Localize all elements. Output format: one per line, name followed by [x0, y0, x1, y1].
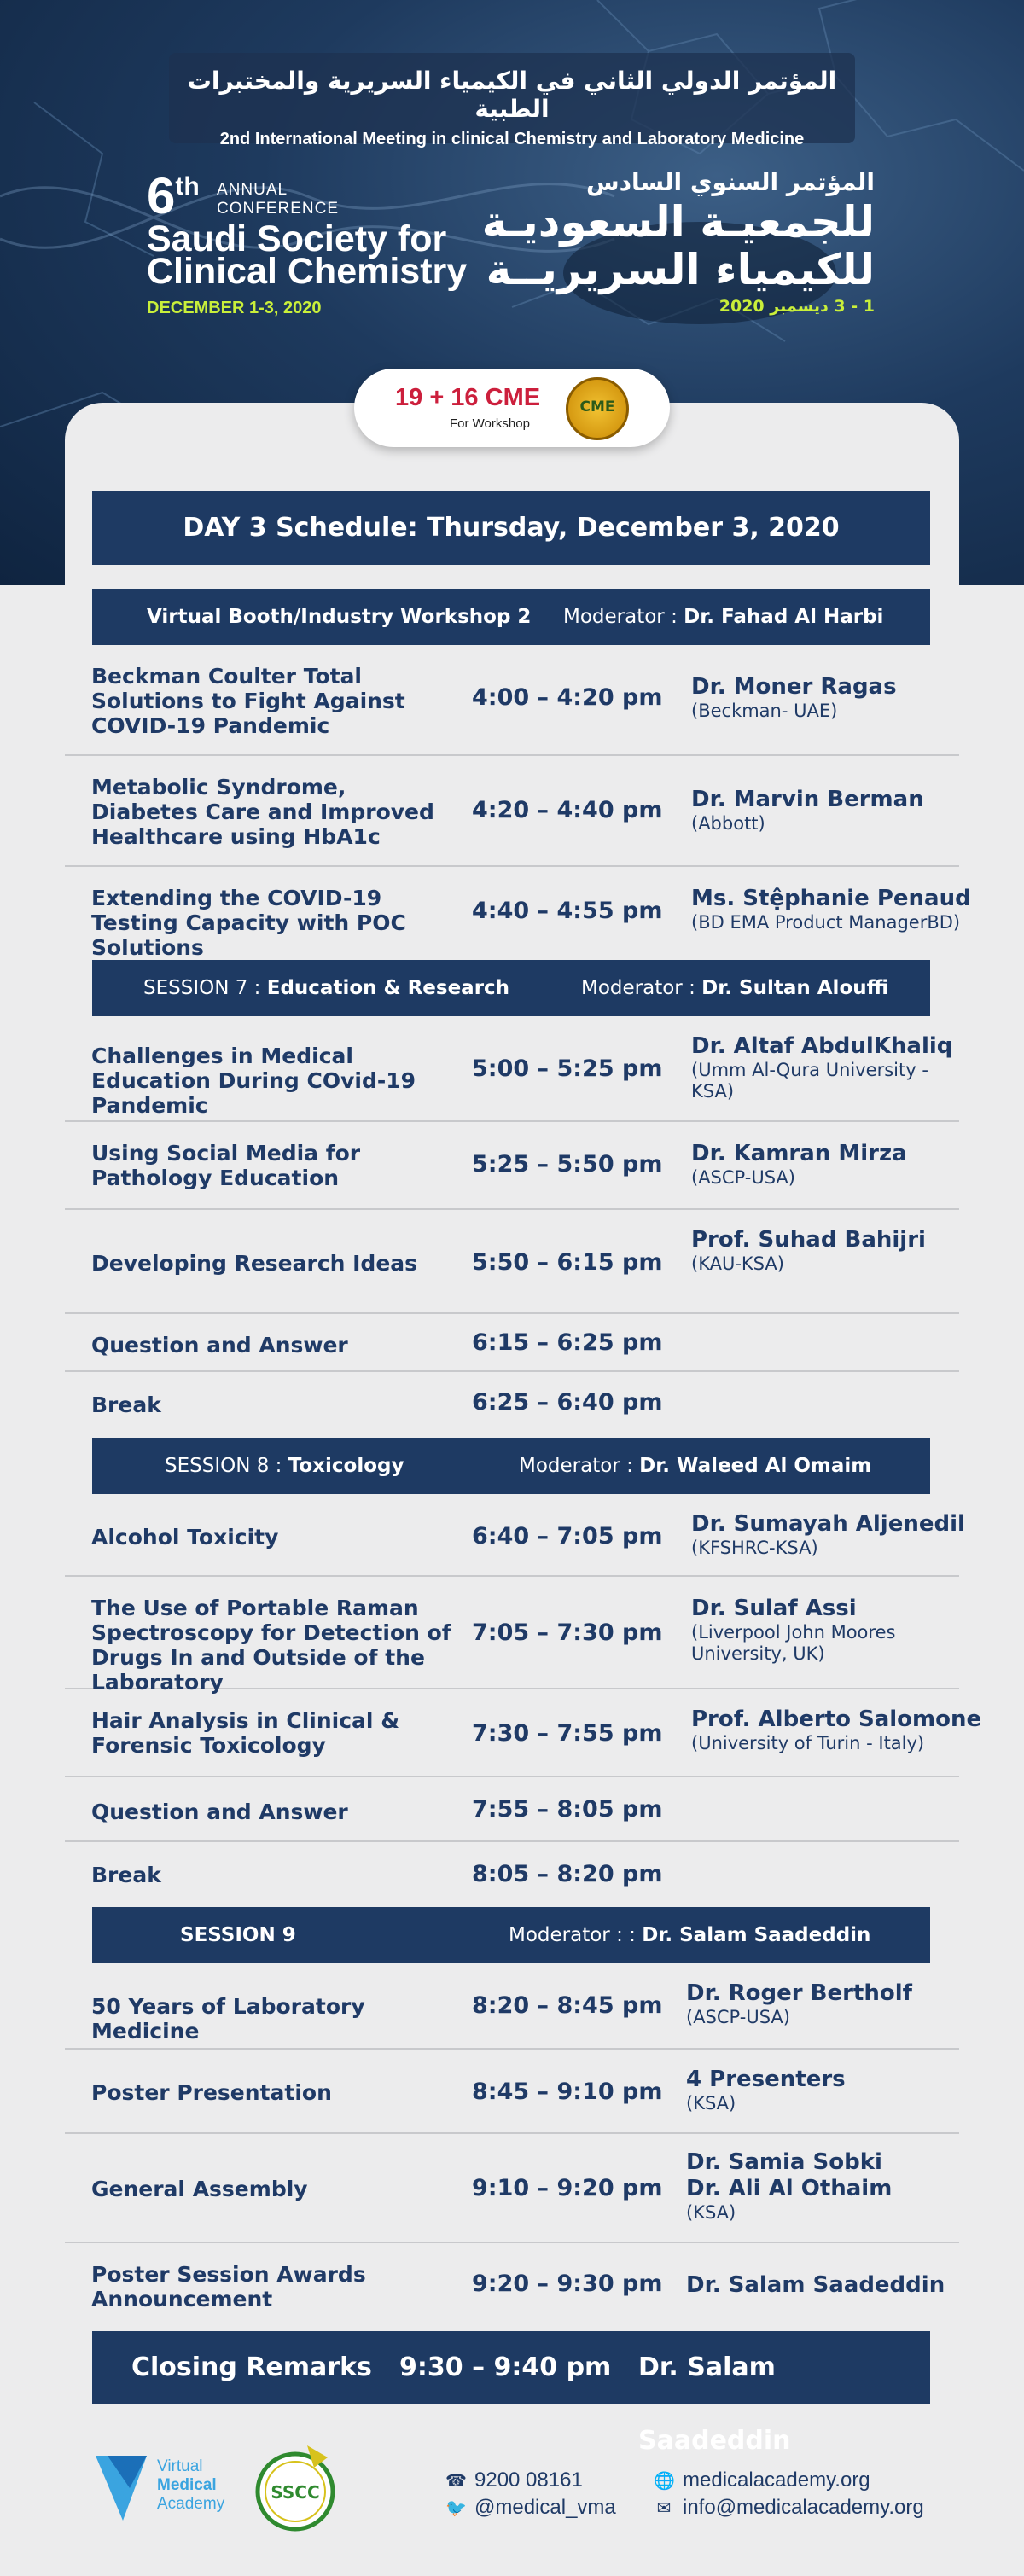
arabic-line1: المؤتمر السنوي السادس [585, 168, 875, 196]
schedule-row [65, 2050, 959, 2134]
society-name-line2: Clinical Chemistry [147, 251, 468, 292]
speaker [691, 1141, 964, 1189]
talk-time: 5:25 – 5:50 pm [472, 1151, 663, 1178]
moderator [519, 1438, 871, 1494]
closing-remarks-bar [92, 2331, 930, 2456]
talk-time: 7:05 – 7:30 pm [472, 1619, 663, 1646]
cme-pill [354, 369, 670, 447]
schedule-row [65, 1016, 959, 1122]
session-bar-9 [92, 1907, 930, 1963]
talk-title: Developing Research Ideas [91, 1251, 418, 1276]
speaker-affiliation: (BD EMA Product ManagerBD) [691, 912, 961, 933]
website-url: medicalacademy.org [683, 2468, 870, 2492]
speaker-affiliation: (KSA) [686, 2202, 736, 2223]
speaker-name: Prof. Suhad Bahijri [691, 1227, 926, 1253]
session-bar-8 [92, 1438, 930, 1494]
schedule-row [65, 1689, 982, 1777]
society-name-line1: Saudi Society for [147, 218, 447, 259]
schedule-row [65, 1314, 959, 1372]
talk-time: 5:50 – 6:15 pm [472, 1249, 663, 1276]
schedule-row [65, 1777, 959, 1842]
speaker-name: Dr. Salam Saadeddin [686, 2272, 945, 2298]
schedule-row [65, 2243, 959, 2331]
schedule-row [65, 756, 959, 867]
talk-title: Hair Analysis in Clinical & Forensic Toxicology [91, 1708, 399, 1758]
speaker [691, 1511, 964, 1559]
closing-time: 9:30 – 9:40 pm [399, 2352, 612, 2382]
talk-time: 5:00 – 5:25 pm [472, 1055, 663, 1082]
speaker [691, 787, 964, 834]
talk-title: Question and Answer [91, 1800, 348, 1824]
speaker-name-2: Dr. Ali Al Othaim [686, 2176, 893, 2201]
session-bar-7 [92, 960, 930, 1016]
vma-line3: Academy [157, 2495, 225, 2513]
talk-title: Using Social Media for Pathology Education [91, 1141, 361, 1190]
speaker-name: Ms. Stệphanie Penaud [691, 886, 971, 911]
moderator-label: Moderator : [519, 1455, 640, 1477]
conference-text: CONFERENCE [217, 200, 340, 218]
speaker-affiliation: (Beckman- UAE) [691, 701, 838, 721]
vma-line1: Virtual [157, 2457, 203, 2475]
session-name [143, 960, 509, 1016]
schedule-row [65, 1963, 959, 2050]
speaker-affiliation: (ASCP-USA) [686, 2007, 790, 2027]
intl-meeting-arabic: المؤتمر الدولي الثاني في الكيمياء السريرية والمختبرات الطبية [187, 67, 837, 123]
phone-contact[interactable] [445, 2468, 583, 2492]
phone-number: 9200 08161 [474, 2468, 583, 2492]
cme-label: 19 + 16 CME [395, 384, 541, 411]
speaker [691, 1033, 964, 1102]
talk-time: 8:20 – 8:45 pm [472, 1992, 663, 2019]
talk-time: 4:20 – 4:40 pm [472, 797, 663, 823]
conference-title-arabic [482, 167, 875, 316]
talk-time: 7:55 – 8:05 pm [472, 1796, 663, 1823]
session-name: Virtual Booth/Industry Workshop 2 [147, 606, 532, 628]
speaker [691, 1707, 982, 1754]
moderator-label: Moderator : [581, 977, 702, 999]
moderator-name: Dr. Salam Saadeddin [642, 1924, 871, 1946]
speaker [691, 674, 964, 722]
talk-time: 8:45 – 9:10 pm [472, 2079, 663, 2105]
speaker-affiliation: (University of Turin - Italy) [691, 1733, 925, 1753]
conference-number: 6 [147, 167, 176, 224]
talk-title: Break [91, 1393, 161, 1417]
arabic-line2: للجمعيـة السعوديـة [481, 197, 875, 247]
schedule-row [65, 1577, 959, 1695]
schedule-row [65, 867, 971, 960]
moderator-name: Dr. Sultan Alouffi [701, 977, 889, 999]
arabic-line3: للكيمياء السريريــة [486, 245, 875, 294]
sscc-logo-text: SSCC [271, 2482, 320, 2503]
talk-time: 6:25 – 6:40 pm [472, 1389, 663, 1416]
moderator [581, 960, 888, 1016]
closing-title: Closing Remarks [131, 2352, 372, 2382]
talk-title: Alcohol Toxicity [91, 1525, 279, 1550]
conference-number-suffix: th [175, 172, 200, 201]
globe-icon: 🌐 [654, 2472, 675, 2491]
talk-time: 9:20 – 9:30 pm [472, 2271, 663, 2297]
speaker-affiliation: (Umm Al-Qura University - KSA) [691, 1060, 928, 1102]
session-name: SESSION 9 [180, 1924, 296, 1946]
speaker-name: 4 Presenters [686, 2067, 846, 2092]
session-topic: Toxicology [288, 1455, 404, 1477]
speaker [686, 2272, 959, 2299]
moderator [563, 589, 883, 645]
schedule-row [65, 1842, 959, 1907]
talk-time: 6:40 – 7:05 pm [472, 1523, 663, 1550]
speaker-name: Prof. Alberto Salomone [691, 1707, 982, 1732]
speaker [691, 886, 971, 933]
moderator [509, 1907, 870, 1963]
talk-title: 50 Years of Laboratory Medicine [91, 1994, 365, 2044]
speaker-affiliation: (KSA) [686, 2093, 736, 2114]
session-topic: Education & Research [266, 977, 510, 999]
session-name [165, 1438, 404, 1494]
speaker-name: Dr. Samia Sobki [686, 2149, 882, 2175]
intl-meeting-english: 2nd International Meeting in clinical Chemistry and Laboratory Medicine [219, 130, 805, 148]
annual-text: ANNUAL [217, 181, 288, 199]
vma-line2: Medical [157, 2476, 217, 2494]
website-link[interactable] [654, 2468, 870, 2492]
moderator-label: Moderator : : [509, 1924, 643, 1946]
email-address: info@medicalacademy.org [683, 2496, 924, 2519]
international-meeting-box [169, 53, 855, 148]
schedule-row [65, 1210, 959, 1314]
sscc-society-logo-icon [249, 2442, 341, 2534]
talk-title: Poster Presentation [91, 2080, 332, 2105]
talk-title: Extending the COVID-19 Testing Capacity with POC Solutions [91, 886, 406, 960]
speaker-name: Dr. Altaf AbdulKhaliq [691, 1033, 953, 1059]
session-number: SESSION 7 : [143, 977, 267, 999]
conference-date-english: DECEMBER 1-3, 2020 [147, 299, 322, 317]
twitter-contact[interactable] [445, 2496, 616, 2520]
moderator-name: Dr. Fahad Al Harbi [684, 606, 884, 628]
speaker-name: Dr. Moner Ragas [691, 674, 897, 700]
vma-logo-text [157, 2457, 224, 2514]
twitter-handle: @medical_vma [474, 2496, 616, 2519]
schedule-row [65, 647, 959, 756]
talk-title: Beckman Coulter Total Solutions to Fight Against COVID-19 Pandemic [91, 664, 405, 738]
conference-date-arabic: 1 - 3 ديسمبر 2020 [719, 297, 875, 316]
talk-time: 8:05 – 8:20 pm [472, 1861, 663, 1887]
speaker-name: Dr. Kamran Mirza [691, 1141, 907, 1166]
session-bar-workshop [92, 589, 930, 645]
speaker-affiliation: (Abbott) [691, 813, 765, 834]
talk-title: Question and Answer [91, 1333, 348, 1358]
speaker-affiliation: (KFSHRC-KSA) [691, 1538, 818, 1558]
twitter-icon: 🐦 [445, 2499, 467, 2518]
speaker-name: Dr. Roger Bertholf [686, 1980, 912, 2006]
talk-time: 4:40 – 4:55 pm [472, 898, 663, 924]
schedule-row [65, 1372, 959, 1438]
schedule-row [65, 2134, 959, 2243]
speaker [686, 1980, 959, 2028]
talk-title: Poster Session Awards Announcement [91, 2262, 366, 2311]
speaker-affiliation: (KAU-KSA) [691, 1253, 784, 1274]
envelope-icon: ✉ [656, 2499, 672, 2518]
closing-speaker: Dr. Salam Saadeddin [638, 2352, 791, 2456]
talk-time: 4:00 – 4:20 pm [472, 684, 663, 711]
talk-title: Challenges in Medical Education During COvid-19 Pandemic [91, 1044, 416, 1118]
talk-title: General Assembly [91, 2177, 308, 2201]
speaker-affiliation: (Liverpool John Moores University, UK) [691, 1622, 896, 1664]
talk-time: 7:30 – 7:55 pm [472, 1720, 663, 1747]
speaker [686, 2067, 959, 2114]
speaker [691, 1227, 964, 1275]
cme-accredited-badge-icon [566, 377, 629, 440]
email-link[interactable] [654, 2496, 924, 2520]
schedule-row [65, 1494, 965, 1577]
moderator-name: Dr. Waleed Al Omaim [639, 1455, 872, 1477]
speaker [691, 1596, 964, 1665]
cme-badge-text: CME [579, 398, 615, 416]
moderator-label: Moderator : [563, 606, 684, 628]
session-number: SESSION 8 : [165, 1455, 288, 1477]
talk-title: Break [91, 1863, 161, 1887]
conference-annual-label [217, 181, 339, 218]
schedule-row [65, 1122, 959, 1210]
day-title: DAY 3 Schedule: Thursday, December 3, 2020 [92, 491, 930, 565]
speaker [686, 2149, 959, 2224]
talk-time: 9:10 – 9:20 pm [472, 2175, 663, 2201]
speaker-affiliation: (ASCP-USA) [691, 1167, 795, 1188]
speaker-name: Dr. Sumayah Aljenedil [691, 1511, 965, 1537]
cme-sub-label: For Workshop [450, 416, 530, 431]
speaker-name: Dr. Marvin Berman [691, 787, 924, 812]
talk-title: The Use of Portable Raman Spectroscopy for Detection of Drugs In and Outside of the Laboratory [91, 1596, 451, 1695]
speaker-name: Dr. Sulaf Assi [691, 1596, 857, 1621]
conference-title-english [147, 167, 468, 318]
talk-title: Metabolic Syndrome, Diabetes Care and Improved Healthcare using HbA1c [91, 775, 434, 849]
phone-person-icon: ☎ [445, 2472, 467, 2491]
talk-time: 6:15 – 6:25 pm [472, 1329, 663, 1356]
